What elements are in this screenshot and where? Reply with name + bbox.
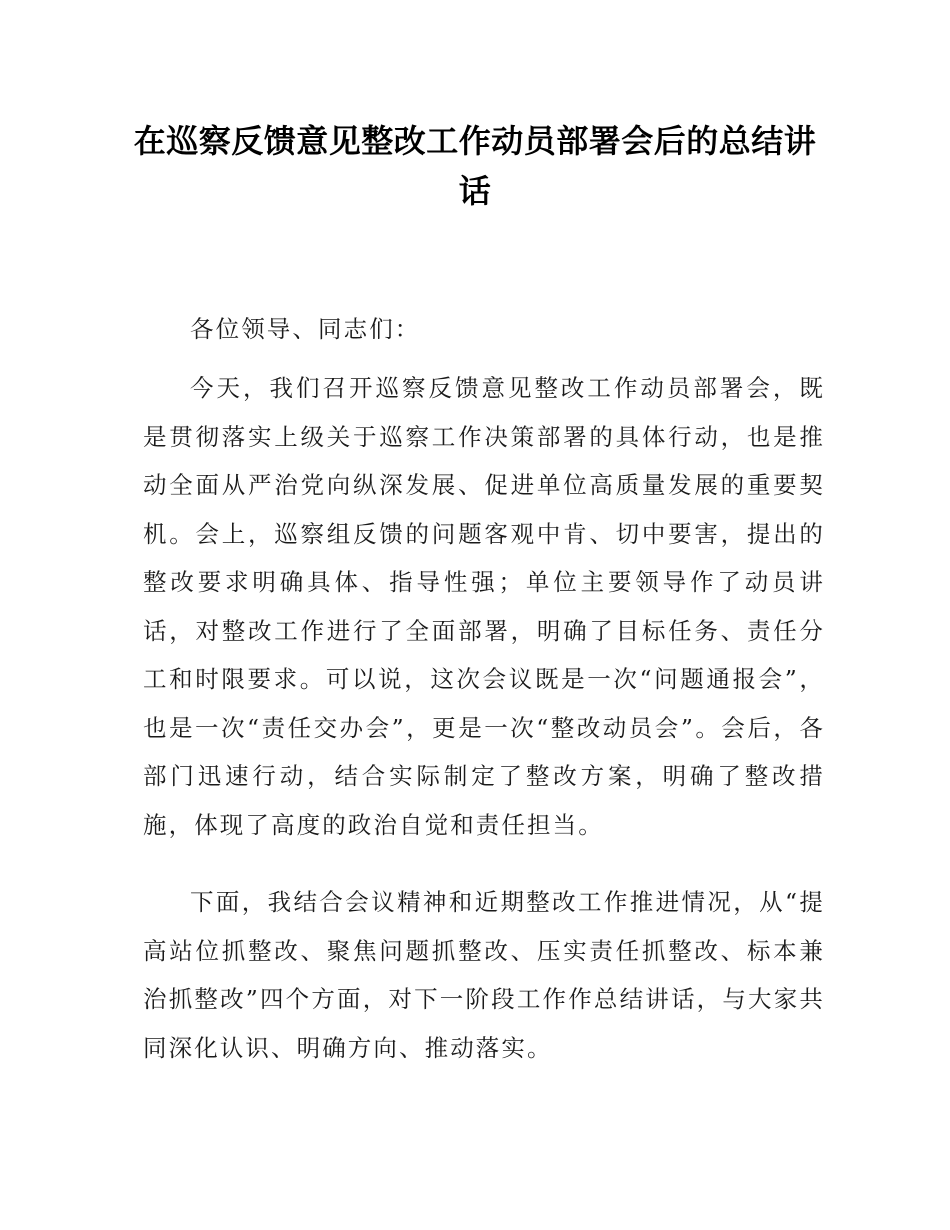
paragraph-outline: 下面，我结合会议精神和近期整改工作推进情况，从“提高站位抓整改、聚焦问题抓整改、压实责任抓整改、标本兼治抓整改”四个方面，对下一阶段工作作总结讲话，与大家共同深化认识、明确方向、推动落实。 — [143, 888, 825, 1062]
salutation: 各位领导、同志们： — [190, 315, 421, 343]
document-title: 在巡察反馈意见整改工作动员部署会后的总结讲话 — [133, 122, 817, 210]
paragraph-opening: 今天，我们召开巡察反馈意见整改工作动员部署会，既是贯彻落实上级关于巡察工作决策部署的具体行动，也是推动全面从严治党向纵深发展、促进单位高质量发展的重要契机。会上，巡察组反馈的问题客观中肯、切中要害，提出的整改要求明确具体、指导性强；单位主要领导作了动员讲话，对整改工作进行了全面部署，明确了目标任务、责任分工和时限要求。可以说，这次会议既是一次“问题通报会”，也是一次“责任交办会”，更是一次“整改动员会”。会后，各部门迅速行动，结合实际制定了整改方案，明确了整改措施，体现了高度的政治自觉和责任担当。 — [143, 374, 825, 839]
